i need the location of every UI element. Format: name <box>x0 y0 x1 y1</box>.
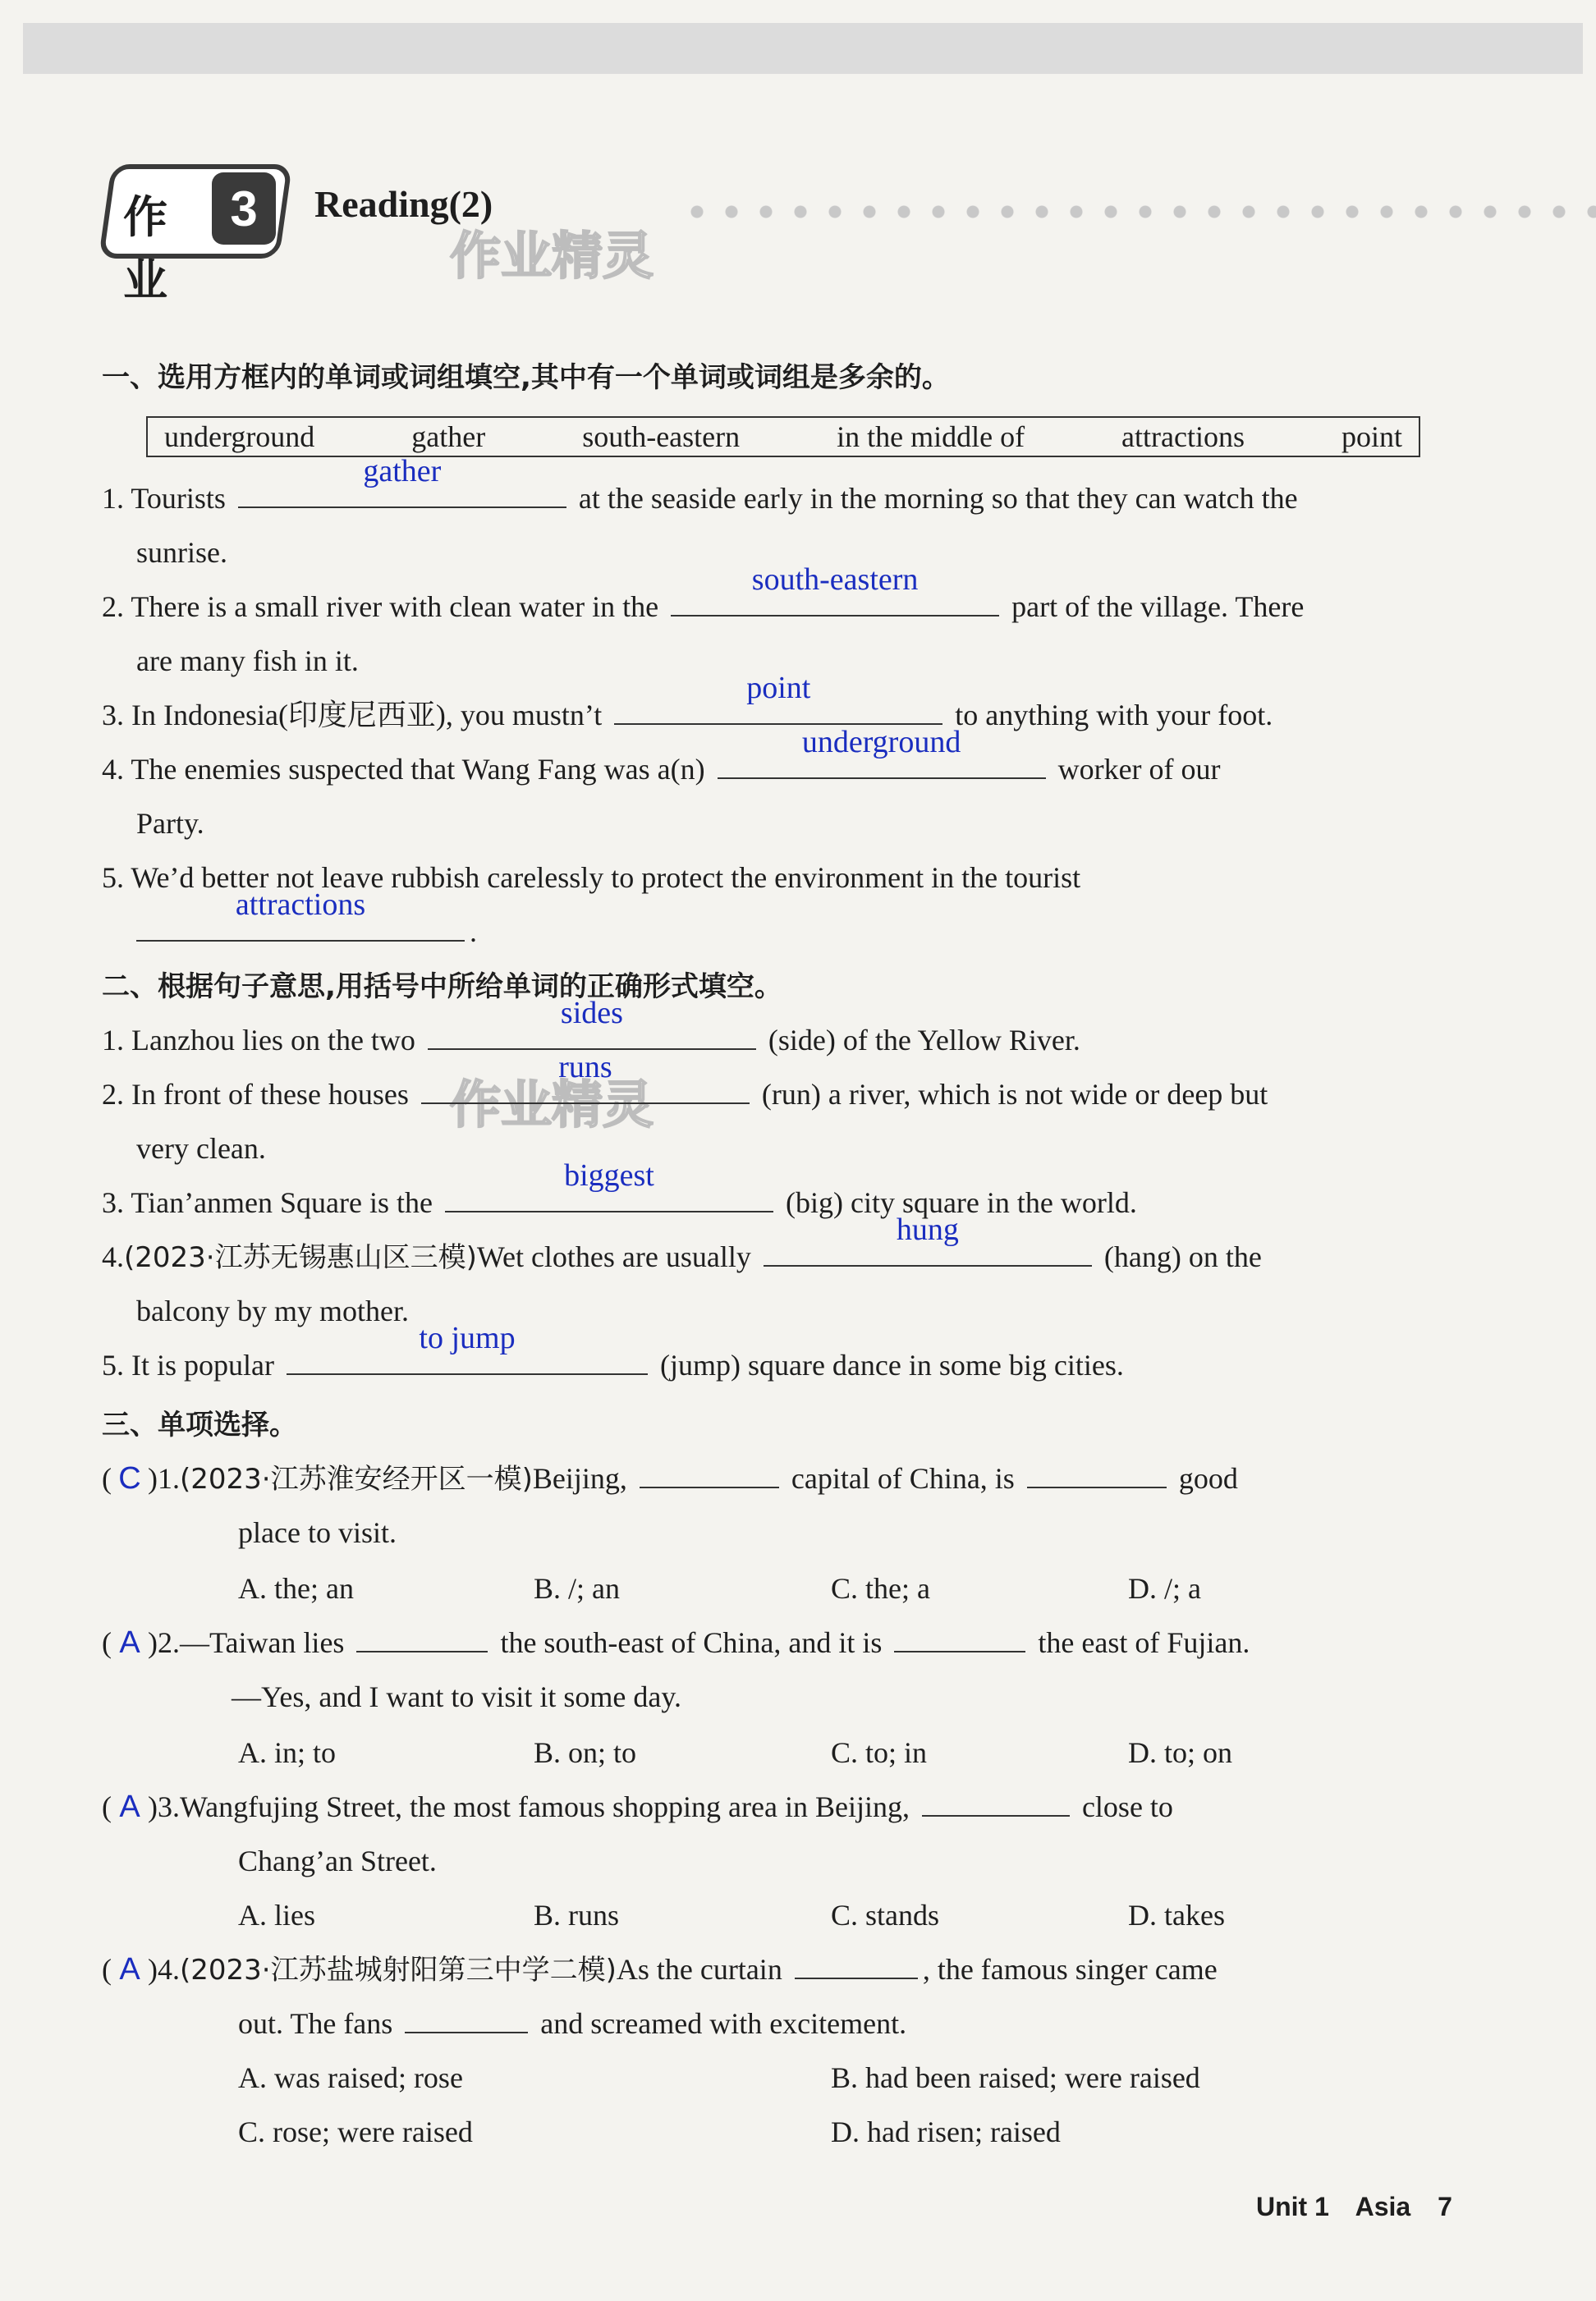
answer-blank[interactable] <box>671 562 999 617</box>
s3-question-3-cont: Chang’an Street. <box>238 1845 437 1877</box>
word-box-item: underground <box>164 420 315 453</box>
s1-question-2: 2. There is a small river with clean water in the south-eastern part of the village. There <box>102 580 1304 634</box>
option-a[interactable]: A. in; to <box>238 1736 337 1769</box>
answer-blank[interactable] <box>445 1158 773 1212</box>
word-box-item: point <box>1341 420 1402 453</box>
handwritten-answer: runs <box>558 1050 612 1084</box>
option-d[interactable]: D. to; on <box>1128 1736 1233 1769</box>
section-3-title: 三、单项选择。 <box>102 1409 297 1442</box>
s1-question-4-cont: Party. <box>136 807 204 840</box>
s1-question-5: 5. We’d better not leave rubbish carelessly to protect the environment in the tourist <box>102 861 1081 894</box>
badge-label: 作业 <box>123 191 167 306</box>
handwritten-answer: south-eastern <box>751 562 919 597</box>
option-a[interactable]: A. was raised; rose <box>238 2061 463 2094</box>
s1-question-2-cont: are many fish in it. <box>136 644 359 677</box>
decorative-dots <box>680 205 1596 218</box>
option-a[interactable]: A. the; an <box>238 1572 354 1605</box>
footer-unit: Unit 1 <box>1256 2192 1329 2221</box>
choice-answer[interactable]: A <box>119 1625 140 1660</box>
s3-question-4-cont: out. The fans and screamed with excitement. <box>238 1996 906 2051</box>
s1-question-1: 1. Tourists gather at the seaside early in the morning so that they can watch the <box>102 471 1298 525</box>
answer-blank[interactable] <box>136 887 465 942</box>
handwritten-answer: attractions <box>235 887 366 922</box>
s1-question-1-cont: sunrise. <box>136 536 227 569</box>
s3-question-2: ( A )2.—Taiwan lies the south-east of China, and it is the east of Fujian. <box>102 1616 1250 1670</box>
s3-question-1: ( C )1.(2023·江苏淮安经开区一模)Beijing, capital of China, is good <box>102 1451 1238 1506</box>
page-footer <box>1256 2192 1472 2222</box>
option-a[interactable]: A. lies <box>238 1899 315 1932</box>
option-c[interactable]: C. the; a <box>831 1572 930 1605</box>
choice-answer[interactable]: C <box>118 1461 141 1496</box>
s2-question-2-cont: very clean. <box>136 1132 266 1165</box>
s2-question-4-cont: balcony by my mother. <box>136 1295 409 1327</box>
handwritten-answer: biggest <box>564 1158 654 1193</box>
answer-blank[interactable] <box>718 725 1046 779</box>
answer-blank[interactable] <box>287 1321 648 1375</box>
answer-blank[interactable] <box>894 1621 1025 1652</box>
answer-blank[interactable] <box>356 1621 488 1652</box>
s1-question-4: 4. The enemies suspected that Wang Fang was a(n) underground worker of our <box>102 742 1221 796</box>
option-b[interactable]: B. runs <box>534 1899 620 1932</box>
word-box-item: south-eastern <box>582 420 741 453</box>
footer-topic: Asia <box>1355 2192 1411 2221</box>
s2-question-4: 4.(2023·江苏无锡惠山区三模)Wet clothes are usually hung (hang) on the <box>102 1230 1262 1285</box>
handwritten-answer: gather <box>363 454 442 488</box>
word-box-item: attractions <box>1121 420 1245 453</box>
choice-answer[interactable]: A <box>119 1952 140 1987</box>
answer-blank[interactable] <box>1027 1457 1167 1488</box>
section-2-title: 二、根据句子意思,用括号中所给单词的正确形式填空。 <box>102 970 782 1003</box>
answer-blank[interactable] <box>795 1948 918 1979</box>
s1-question-3: 3. In Indonesia(印度尼西亚), you mustn’t point to anything with your foot. <box>102 688 1273 742</box>
option-b[interactable]: B. /; an <box>534 1572 620 1605</box>
handwritten-answer: point <box>746 671 811 705</box>
handwritten-answer: hung <box>896 1212 959 1247</box>
watermark-logo: 作业精灵 <box>450 1075 654 1134</box>
option-c[interactable]: C. to; in <box>831 1736 928 1769</box>
choice-answer[interactable]: A <box>119 1790 140 1824</box>
watermark-logo: 作业精灵 <box>450 226 654 286</box>
option-b[interactable]: B. on; to <box>534 1736 637 1769</box>
option-c[interactable]: C. rose; were raised <box>238 2115 473 2148</box>
answer-blank[interactable] <box>764 1212 1092 1267</box>
option-c[interactable]: C. stands <box>831 1899 940 1932</box>
option-d[interactable]: D. takes <box>1128 1899 1225 1932</box>
option-b[interactable]: B. had been raised; were raised <box>831 2061 1200 2094</box>
handwritten-answer: underground <box>801 725 961 759</box>
word-box-item: in the middle of <box>837 420 1025 453</box>
top-scan-border <box>23 23 1583 74</box>
s3-question-2-cont: —Yes, and I want to visit it some day. <box>232 1680 681 1713</box>
handwritten-answer: to jump <box>419 1321 516 1355</box>
s3-question-4: ( A )4.(2023·江苏盐城射阳第三中学二模)As the curtain , the famous singer came <box>102 1942 1218 1997</box>
answer-blank[interactable] <box>922 1785 1070 1817</box>
s2-question-1: 1. Lanzhou lies on the two sides (side) of the Yellow River. <box>102 1013 1080 1067</box>
badge-number: 3 <box>212 172 276 245</box>
option-d[interactable]: D. had risen; raised <box>831 2115 1061 2148</box>
s2-question-5: 5. It is popular to jump (jump) square dance in some big cities. <box>102 1338 1124 1392</box>
s2-question-3: 3. Tian’anmen Square is the biggest (big) city square in the world. <box>102 1176 1137 1230</box>
answer-blank[interactable] <box>238 454 566 508</box>
answer-blank[interactable] <box>640 1457 779 1488</box>
section-1-title: 一、选用方框内的单词或词组填空,其中有一个单词或词组是多余的。 <box>102 361 950 394</box>
page-number: 7 <box>1438 2192 1452 2221</box>
s3-question-3: ( A )3.Wangfujing Street, the most famous shopping area in Beijing, close to <box>102 1780 1173 1834</box>
s2-question-2: 2. In front of these houses runs (run) a river, which is not wide or deep but <box>102 1067 1268 1121</box>
answer-blank[interactable] <box>405 2002 528 2033</box>
page-title: Reading(2) <box>314 183 493 225</box>
s3-question-1-cont: place to visit. <box>238 1516 397 1549</box>
handwritten-answer: sides <box>560 996 623 1030</box>
answer-blank[interactable] <box>421 1050 750 1104</box>
word-box-item: gather <box>411 420 486 453</box>
option-d[interactable]: D. /; a <box>1128 1572 1201 1605</box>
s1-question-5-cont: attractions . <box>136 905 477 959</box>
